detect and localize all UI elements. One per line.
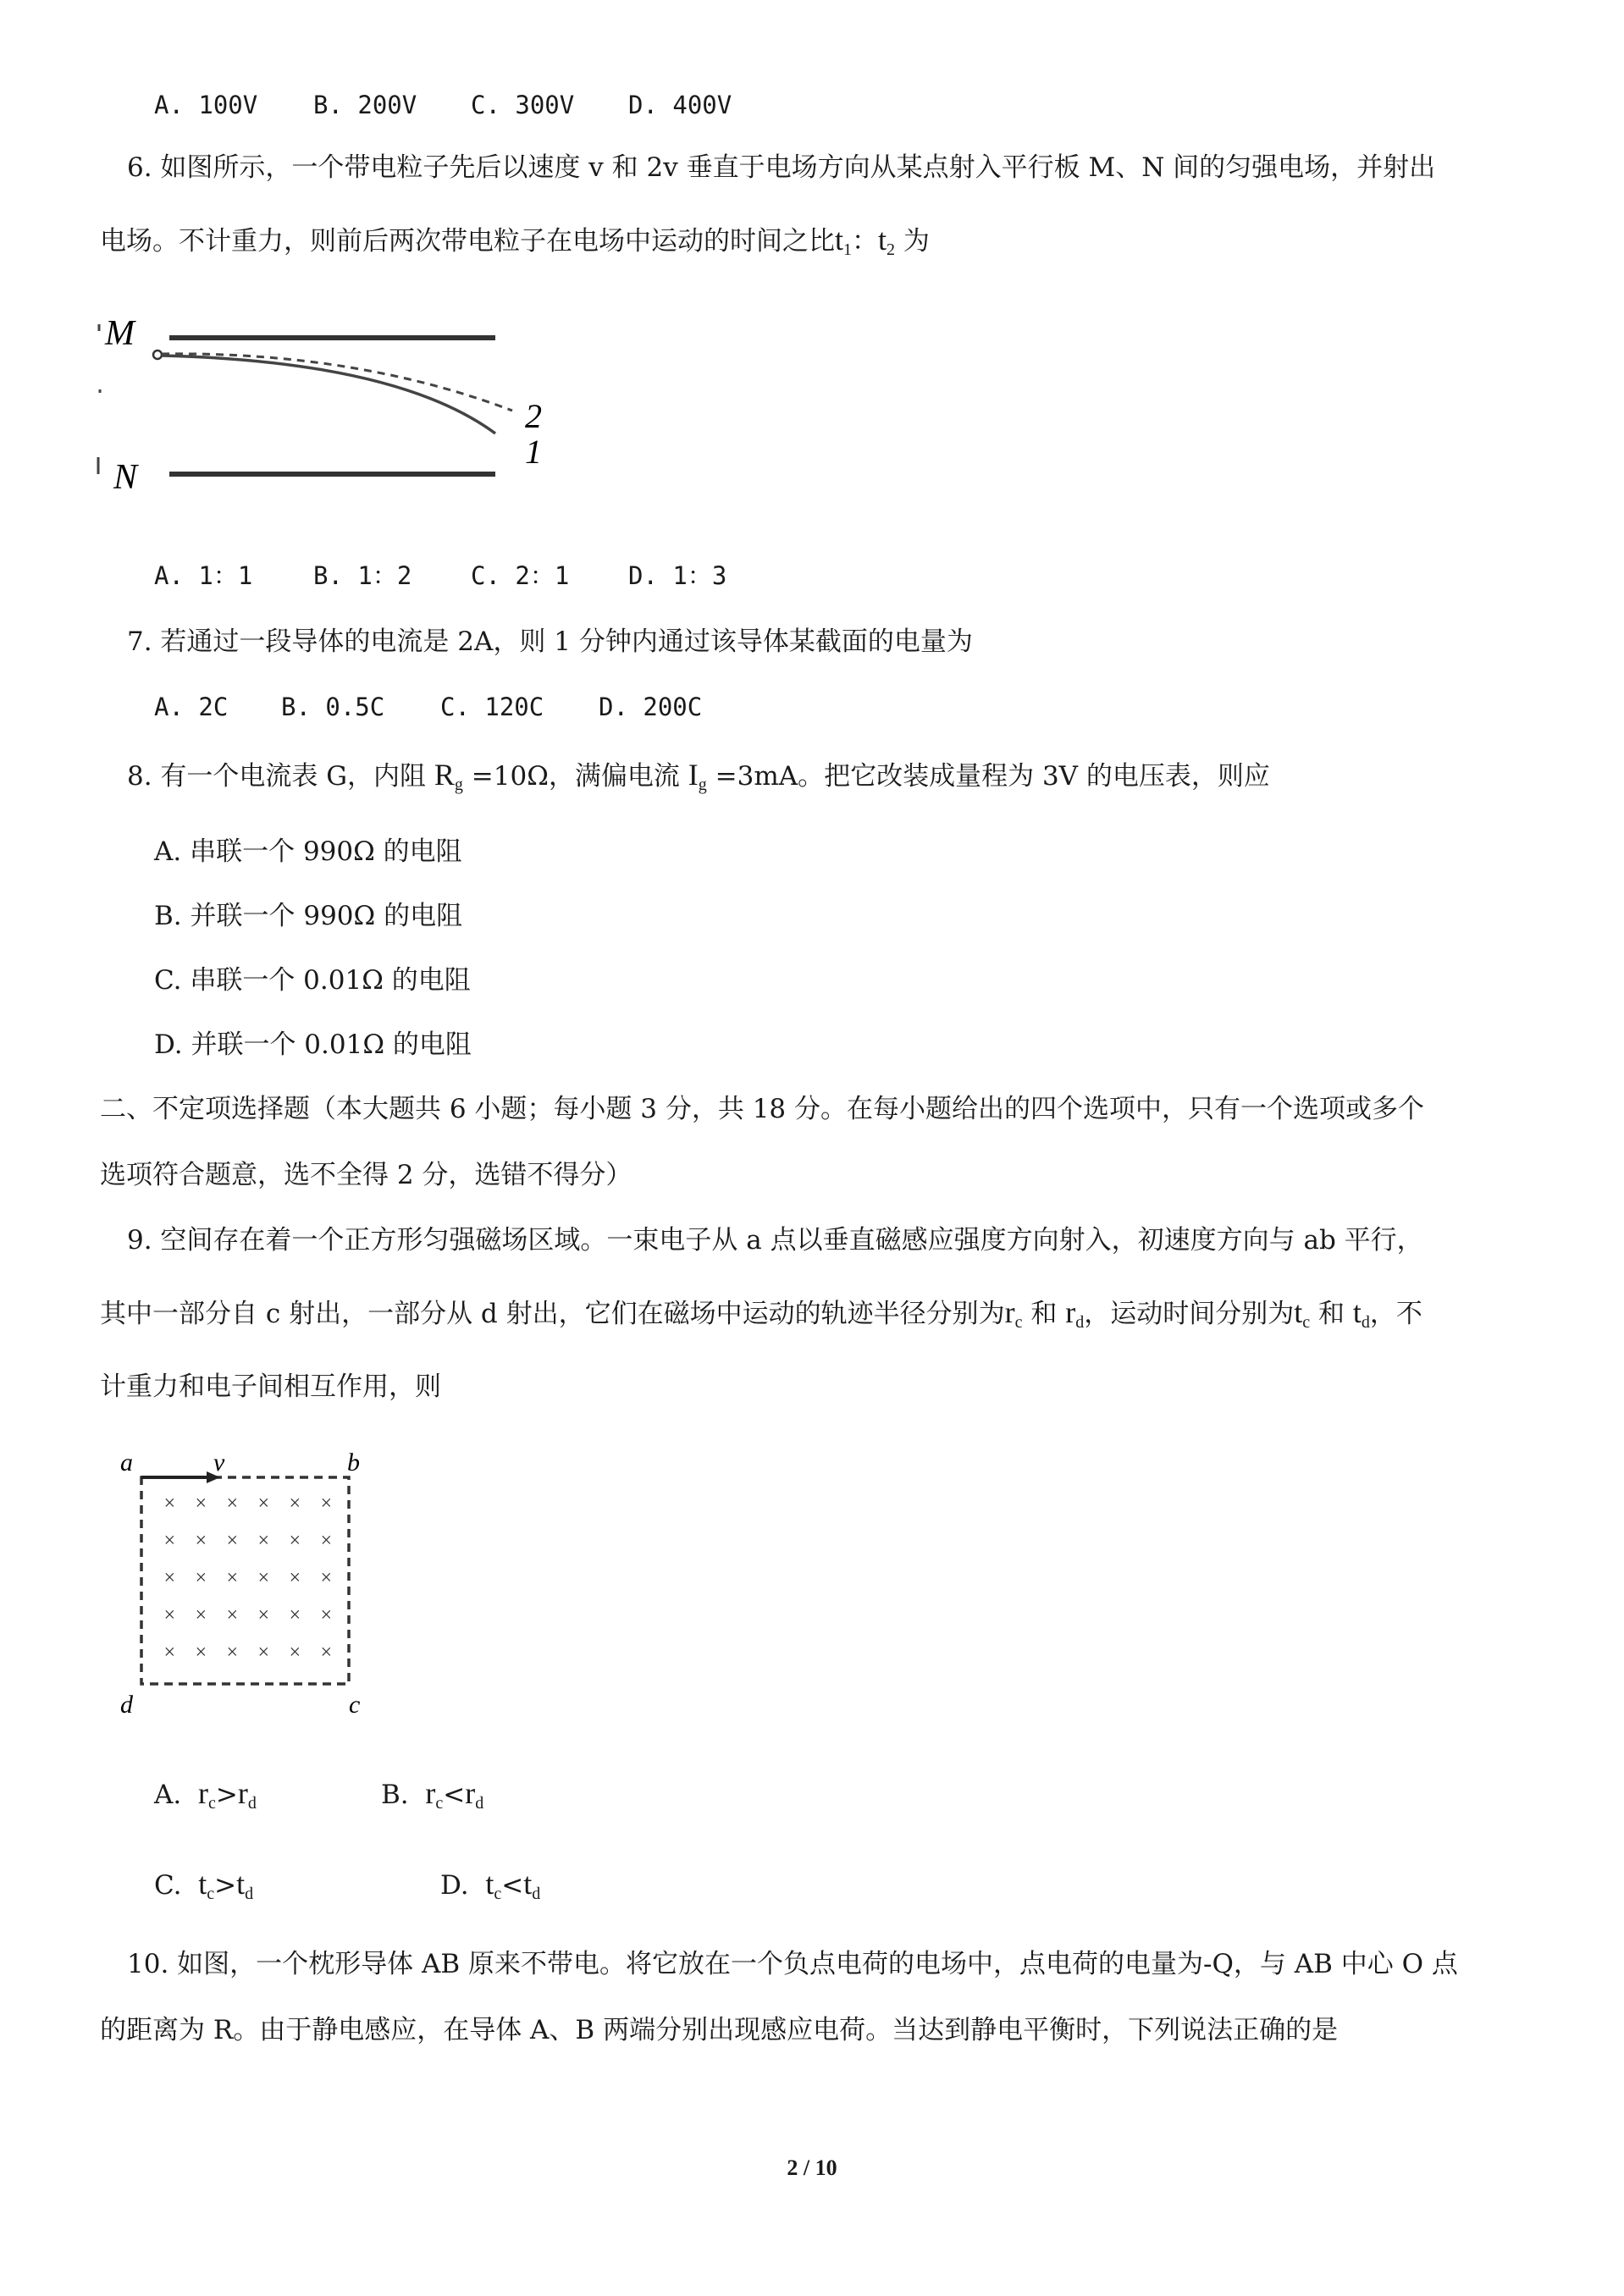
- field-cross-mark: ×: [225, 1604, 240, 1626]
- q8-stem-mid: =10Ω，满偏电流: [462, 761, 688, 792]
- q9-b-rc-sub: c: [435, 1794, 444, 1813]
- label-c: c: [349, 1691, 361, 1719]
- q9-b-rd-sub: d: [475, 1794, 484, 1813]
- field-cross-mark: ×: [288, 1493, 302, 1515]
- field-cross-mark: ×: [288, 1642, 302, 1664]
- q6-stem-text: 电场。不计重力，则前后两次带电粒子在电场中运动的时间之比: [100, 226, 835, 257]
- field-cross-mark: ×: [225, 1642, 240, 1664]
- q9-rd: [1065, 1295, 1085, 1332]
- field-cross-mark: ×: [163, 1567, 177, 1589]
- q9-c-tc-sub: c: [207, 1885, 215, 1903]
- q9-a-rc-sub: c: [207, 1794, 216, 1813]
- q9-option-c: [154, 1867, 253, 1911]
- label-a: a: [120, 1449, 133, 1476]
- q9-a-rc-letter: r: [197, 1776, 208, 1810]
- q5-option-d: D. 400V: [628, 91, 732, 119]
- field-cross-mark: ×: [194, 1567, 208, 1589]
- q7-option-c: C. 120C: [440, 693, 544, 721]
- field-cross-mark: ×: [225, 1493, 240, 1515]
- label-m: M: [105, 314, 135, 353]
- q6-t1-sub: 1: [843, 240, 853, 259]
- q9-tc-sub: c: [1302, 1313, 1311, 1332]
- q8-option-c: C. 串联一个 0.01Ω 的电阻: [154, 965, 471, 996]
- field-cross-mark: ×: [163, 1530, 177, 1552]
- q6-t2-sub: 2: [887, 240, 896, 259]
- q9-c-td-letter: t: [236, 1867, 246, 1901]
- q9-d-tc-sub: c: [494, 1885, 502, 1903]
- q9-option-b-label: B.: [381, 1780, 409, 1810]
- field-cross-mark: ×: [225, 1567, 240, 1589]
- q6-option-b: B. 1：2: [313, 561, 412, 590]
- q9-option-c-label: C.: [154, 1870, 182, 1901]
- field-cross-mark: ×: [319, 1493, 334, 1515]
- field-cross-mark: ×: [163, 1493, 177, 1515]
- q6-t2-letter: t: [878, 223, 887, 257]
- q9-td: [1352, 1295, 1370, 1332]
- q8-option-a: A. 串联一个 990Ω 的电阻: [154, 836, 462, 867]
- q9-rd-letter: r: [1065, 1295, 1076, 1329]
- q9-c-td: [236, 1867, 253, 1901]
- field-cross-mark: ×: [194, 1493, 208, 1515]
- q7-option-b: B. 0.5C: [281, 693, 385, 721]
- q6-option-c: C. 2：1: [471, 561, 570, 590]
- q9-option-d-label: D.: [440, 1870, 469, 1901]
- q9-he-2: 和: [1310, 1299, 1353, 1329]
- q9-line2-c: ，不: [1369, 1299, 1422, 1329]
- field-cross-mark: ×: [288, 1604, 302, 1626]
- q6-t2: [878, 223, 895, 257]
- field-cross-mark: ×: [257, 1530, 271, 1552]
- q6-stem-line2: [100, 223, 930, 267]
- field-cross-mark: ×: [194, 1530, 208, 1552]
- field-cross-mark: ×: [257, 1604, 271, 1626]
- q9-b-rc-letter: r: [425, 1776, 436, 1810]
- label-n: N: [113, 458, 138, 497]
- q9-option-b: [381, 1776, 483, 1820]
- label-b: b: [347, 1449, 360, 1476]
- field-cross-mark: ×: [194, 1642, 208, 1664]
- q9-b-op: <: [443, 1780, 466, 1810]
- q9-d-op: <: [501, 1870, 524, 1901]
- field-cross-mark: ×: [163, 1604, 177, 1626]
- q9-rc: [1004, 1295, 1023, 1332]
- q9-b-rc: [425, 1776, 444, 1813]
- trajectory-2: [162, 354, 512, 411]
- q10-stem-line1: 10. 如图，一个枕形导体 AB 原来不带电。将它放在一个负点电荷的电场中，点电荷的电量为-Q，与 AB 中心 O 点: [127, 1949, 1458, 1979]
- label-2: 2: [525, 397, 542, 435]
- q9-c-op: >: [214, 1870, 237, 1901]
- q6-option-d: D. 1：3: [628, 561, 727, 590]
- q8-ig-letter: I: [688, 758, 699, 792]
- q8-option-b: B. 并联一个 990Ω 的电阻: [154, 901, 463, 931]
- q6-option-a: A. 1：1: [154, 561, 253, 590]
- entry-point: [153, 350, 162, 359]
- q8-stem-pre: 8. 有一个电流表 G，内阻: [127, 761, 434, 792]
- field-cross-mark: ×: [257, 1642, 271, 1664]
- q9-d-tc: [485, 1867, 501, 1901]
- q8-rg: [434, 758, 463, 792]
- q8-option-d: D. 并联一个 0.01Ω 的电阻: [154, 1029, 472, 1060]
- q9-stem-line1: 9. 空间存在着一个正方形匀强磁场区域。一束电子从 a 点以垂直磁感应强度方向射入，初速度方向与 ab 平行，: [127, 1225, 1423, 1256]
- q7-option-a: A. 2C: [154, 693, 229, 721]
- field-cross-mark: ×: [288, 1567, 302, 1589]
- q9-option-d: [440, 1867, 540, 1911]
- q6-t1: [835, 223, 852, 257]
- field-cross-mark: ×: [257, 1493, 271, 1515]
- q9-d-tc-letter: t: [485, 1867, 494, 1901]
- q9-d-td: [523, 1867, 540, 1901]
- q9-a-rc: [197, 1776, 216, 1813]
- field-crosses: [163, 1493, 333, 1664]
- section2-heading-line2: 选项符合题意，选不全得 2 分，选错不得分）: [100, 1160, 632, 1190]
- q9-a-op: >: [215, 1780, 238, 1810]
- q9-a-rd-sub: d: [247, 1794, 257, 1813]
- q8-stem-post: =3mA。把它改装成量程为 3V 的电压表，则应: [706, 761, 1270, 792]
- trajectory-1: [162, 356, 495, 433]
- label-1: 1: [525, 433, 542, 471]
- q9-td-letter: t: [1352, 1295, 1362, 1329]
- q9-magnetic-field-figure: [102, 1443, 389, 1723]
- q10-stem-line2: 的距离为 R。由于静电感应，在导体 A、B 两端分别出现感应电荷。当达到静电平衡时，下列说法正确的是: [100, 2015, 1339, 2045]
- page-number: 2 / 10: [787, 2155, 837, 2180]
- field-cross-mark: ×: [319, 1567, 334, 1589]
- q9-d-td-letter: t: [523, 1867, 533, 1901]
- q9-td-sub: d: [1361, 1313, 1370, 1332]
- q9-c-tc: [198, 1867, 214, 1901]
- field-cross-mark: ×: [288, 1530, 302, 1552]
- q9-option-a-label: A.: [154, 1780, 182, 1810]
- q9-tc-letter: t: [1294, 1295, 1303, 1329]
- q9-rd-sub: d: [1075, 1313, 1085, 1332]
- q9-line2-b: ，运动时间分别为: [1084, 1299, 1295, 1329]
- q5-option-a: A. 100V: [154, 91, 258, 119]
- q9-option-a: [154, 1776, 257, 1820]
- q9-he-1: 和: [1022, 1299, 1066, 1329]
- q8-ig-sub: g: [698, 775, 707, 794]
- section2-heading-line1: 二、不定项选择题（本大题共 6 小题；每小题 3 分，共 18 分。在每小题给出的四个选项中，只有一个选项或多个: [100, 1094, 1425, 1124]
- field-cross-mark: ×: [319, 1604, 334, 1626]
- q7-stem: 7. 若通过一段导体的电流是 2A，则 1 分钟内通过该导体某截面的电量为: [127, 626, 973, 657]
- q9-a-rd-letter: r: [237, 1776, 248, 1810]
- q5-option-b: B. 200V: [313, 91, 417, 119]
- q9-c-td-sub: d: [245, 1885, 254, 1903]
- q8-rg-sub: g: [454, 775, 463, 794]
- label-d: d: [120, 1691, 133, 1719]
- field-cross-mark: ×: [163, 1642, 177, 1664]
- q9-stem-line2: [100, 1295, 1422, 1339]
- q9-rc-sub: c: [1014, 1313, 1023, 1332]
- field-cross-mark: ×: [319, 1530, 334, 1552]
- q6-capacitor-figure: [85, 301, 593, 504]
- q7-option-d: D. 200C: [599, 693, 703, 721]
- label-v: v: [213, 1449, 225, 1476]
- q9-b-rd-letter: r: [465, 1776, 476, 1810]
- q9-line2-a: 其中一部分自 c 射出，一部分从 d 射出，它们在磁场中运动的轨迹半径分别为: [100, 1299, 1005, 1329]
- q6-stem-end: 为: [895, 226, 930, 257]
- q9-d-td-sub: d: [532, 1885, 541, 1903]
- field-cross-mark: ×: [257, 1567, 271, 1589]
- q9-c-tc-letter: t: [198, 1867, 207, 1901]
- q6-t1-letter: t: [835, 223, 844, 257]
- q9-rc-letter: r: [1004, 1295, 1015, 1329]
- q9-tc: [1294, 1295, 1311, 1332]
- q5-option-c: C. 300V: [471, 91, 575, 119]
- q9-a-rd: [237, 1776, 257, 1813]
- field-cross-mark: ×: [225, 1530, 240, 1552]
- field-cross-mark: ×: [319, 1642, 334, 1664]
- q8-stem: [127, 758, 1270, 802]
- q8-ig: [688, 758, 707, 792]
- q9-stem-line3: 计重力和电子间相互作用，则: [100, 1372, 441, 1402]
- q6-stem-line1: 6. 如图所示，一个带电粒子先后以速度 v 和 2v 垂直于电场方向从某点射入平行板 M、N 间的匀强电场，并射出: [127, 152, 1436, 183]
- q6-colon: ：: [852, 226, 879, 257]
- q9-b-rd: [465, 1776, 484, 1813]
- q8-rg-letter: R: [434, 758, 455, 792]
- field-cross-mark: ×: [194, 1604, 208, 1626]
